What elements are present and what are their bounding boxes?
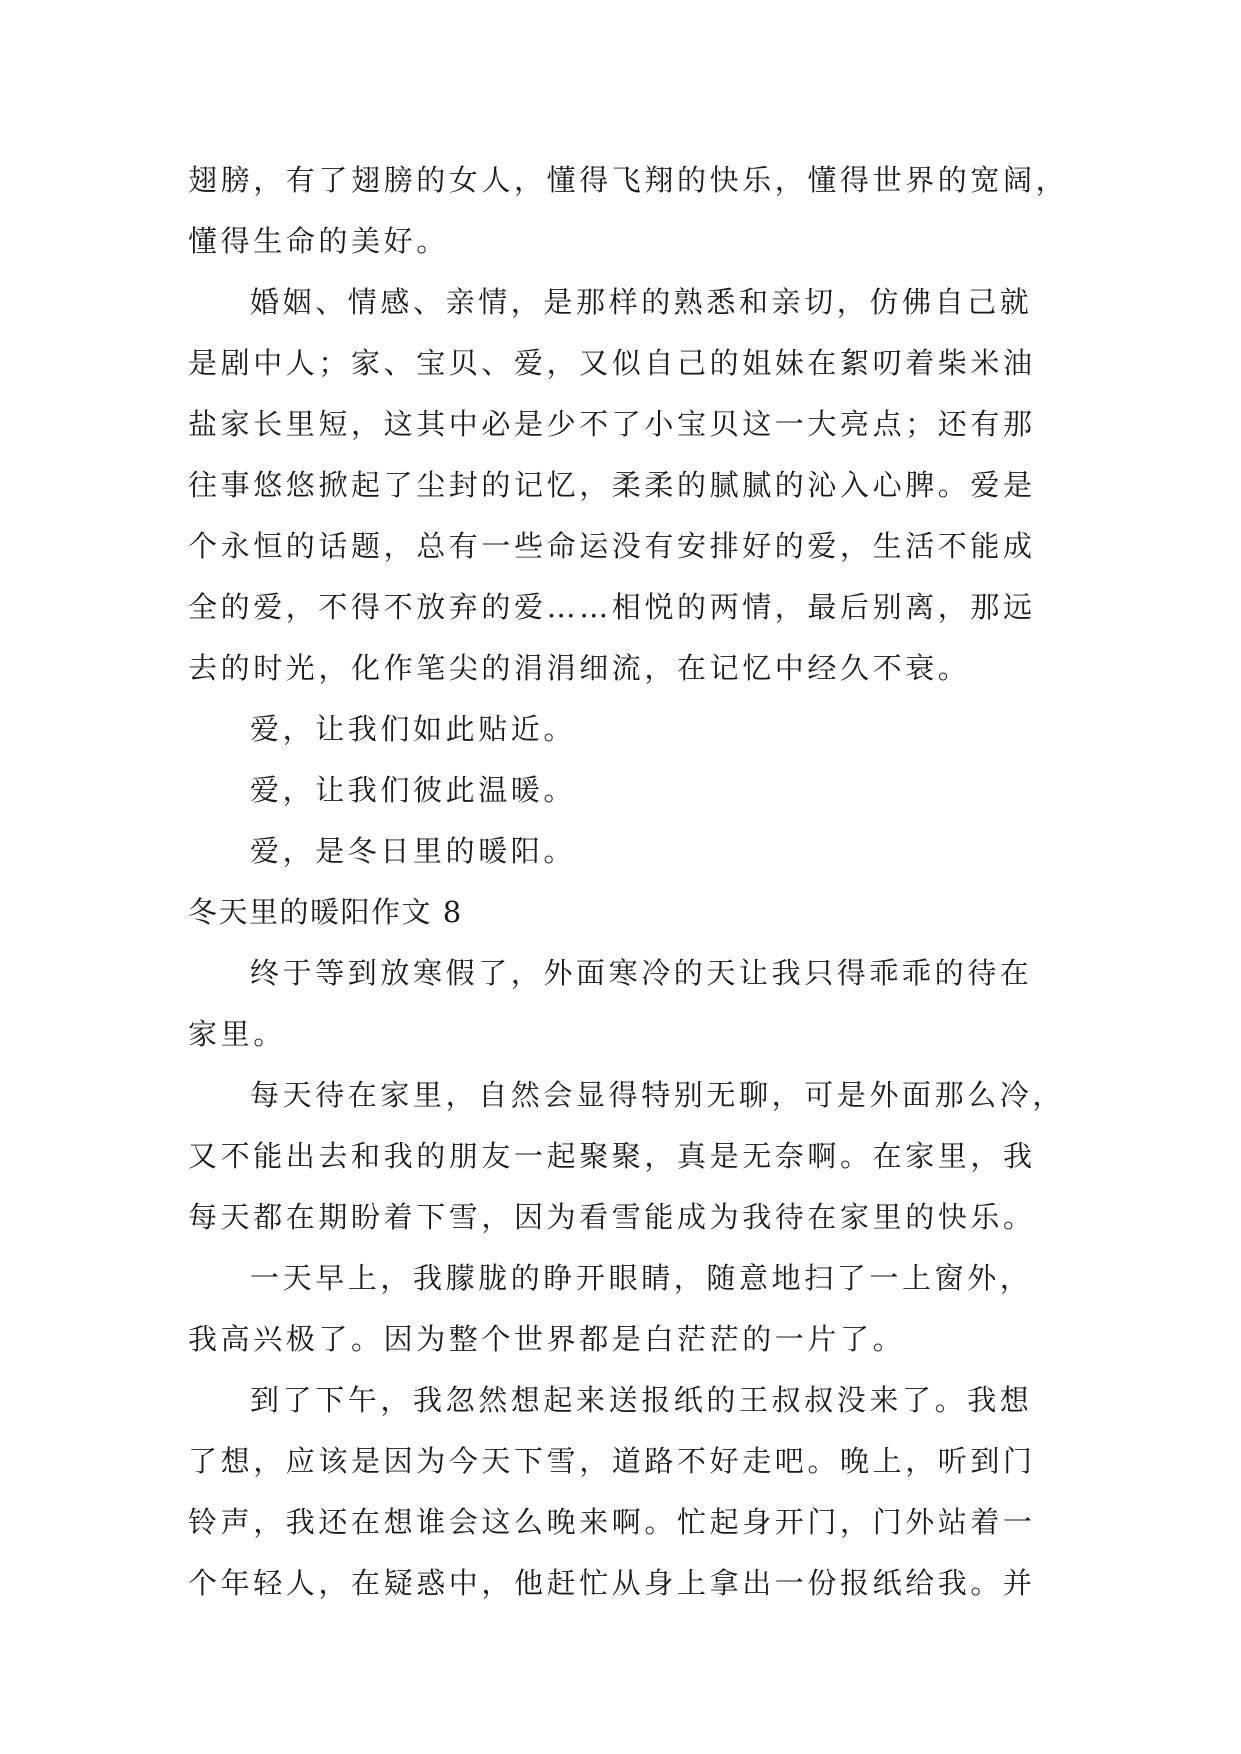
text-line: 了想，应该是因为今天下雪，道路不好走吧。晚上，听到门	[188, 1444, 1036, 1478]
text-line: 个永恒的话题，总有一些命运没有安排好的爱，生活不能成	[188, 529, 1036, 563]
text-line: 往事悠悠掀起了尘封的记忆，柔柔的腻腻的沁入心脾。爱是	[188, 468, 1036, 502]
text-line: 盐家长里短，这其中必是少不了小宝贝这一大亮点；还有那	[188, 407, 1036, 441]
text-line: 爱，是冬日里的暖阳。	[250, 834, 577, 868]
text-line: 我高兴极了。因为整个世界都是白茫茫的一片了。	[188, 1322, 906, 1356]
text-line: 个年轻人，在疑惑中，他赶忙从身上拿出一份报纸给我。并	[188, 1566, 1036, 1600]
text-line: 每天都在期盼着下雪，因为看雪能成为我待在家里的快乐。	[188, 1200, 1036, 1234]
text-line: 去的时光，化作笔尖的涓涓细流，在记忆中经久不衰。	[188, 651, 971, 685]
text-line: 是剧中人；家、宝贝、爱，又似自己的姐妹在絮叨着柴米油	[188, 346, 1036, 380]
text-line: 翅膀，有了翅膀的女人，懂得飞翔的快乐，懂得世界的宽阔，	[188, 163, 1069, 197]
text-line: 全的爱，不得不放弃的爱……相悦的两情，最后别离，那远	[188, 590, 1036, 624]
text-line: 爱，让我们彼此温暖。	[250, 773, 577, 807]
section-heading: 冬天里的暖阳作文 8	[188, 895, 463, 929]
text-line: 爱，让我们如此贴近。	[250, 712, 577, 746]
text-line: 家里。	[188, 1017, 286, 1051]
document-body	[188, 150, 1069, 1614]
text-line: 婚姻、情感、亲情，是那样的熟悉和亲切，仿佛自己就	[250, 285, 1033, 319]
text-line: 终于等到放寒假了，外面寒冷的天让我只得乖乖的待在	[250, 956, 1033, 990]
text-line: 到了下午，我忽然想起来送报纸的王叔叔没来了。我想	[250, 1383, 1033, 1417]
text-line: 一天早上，我朦胧的睁开眼睛，随意地扫了一上窗外，	[250, 1261, 1033, 1295]
text-line: 铃声，我还在想谁会这么晚来啊。忙起身开门，门外站着一	[188, 1505, 1036, 1539]
text-line: 懂得生命的美好。	[188, 224, 449, 258]
text-line: 每天待在家里，自然会显得特别无聊，可是外面那么冷，	[250, 1078, 1066, 1112]
text-line: 又不能出去和我的朋友一起聚聚，真是无奈啊。在家里，我	[188, 1139, 1036, 1173]
